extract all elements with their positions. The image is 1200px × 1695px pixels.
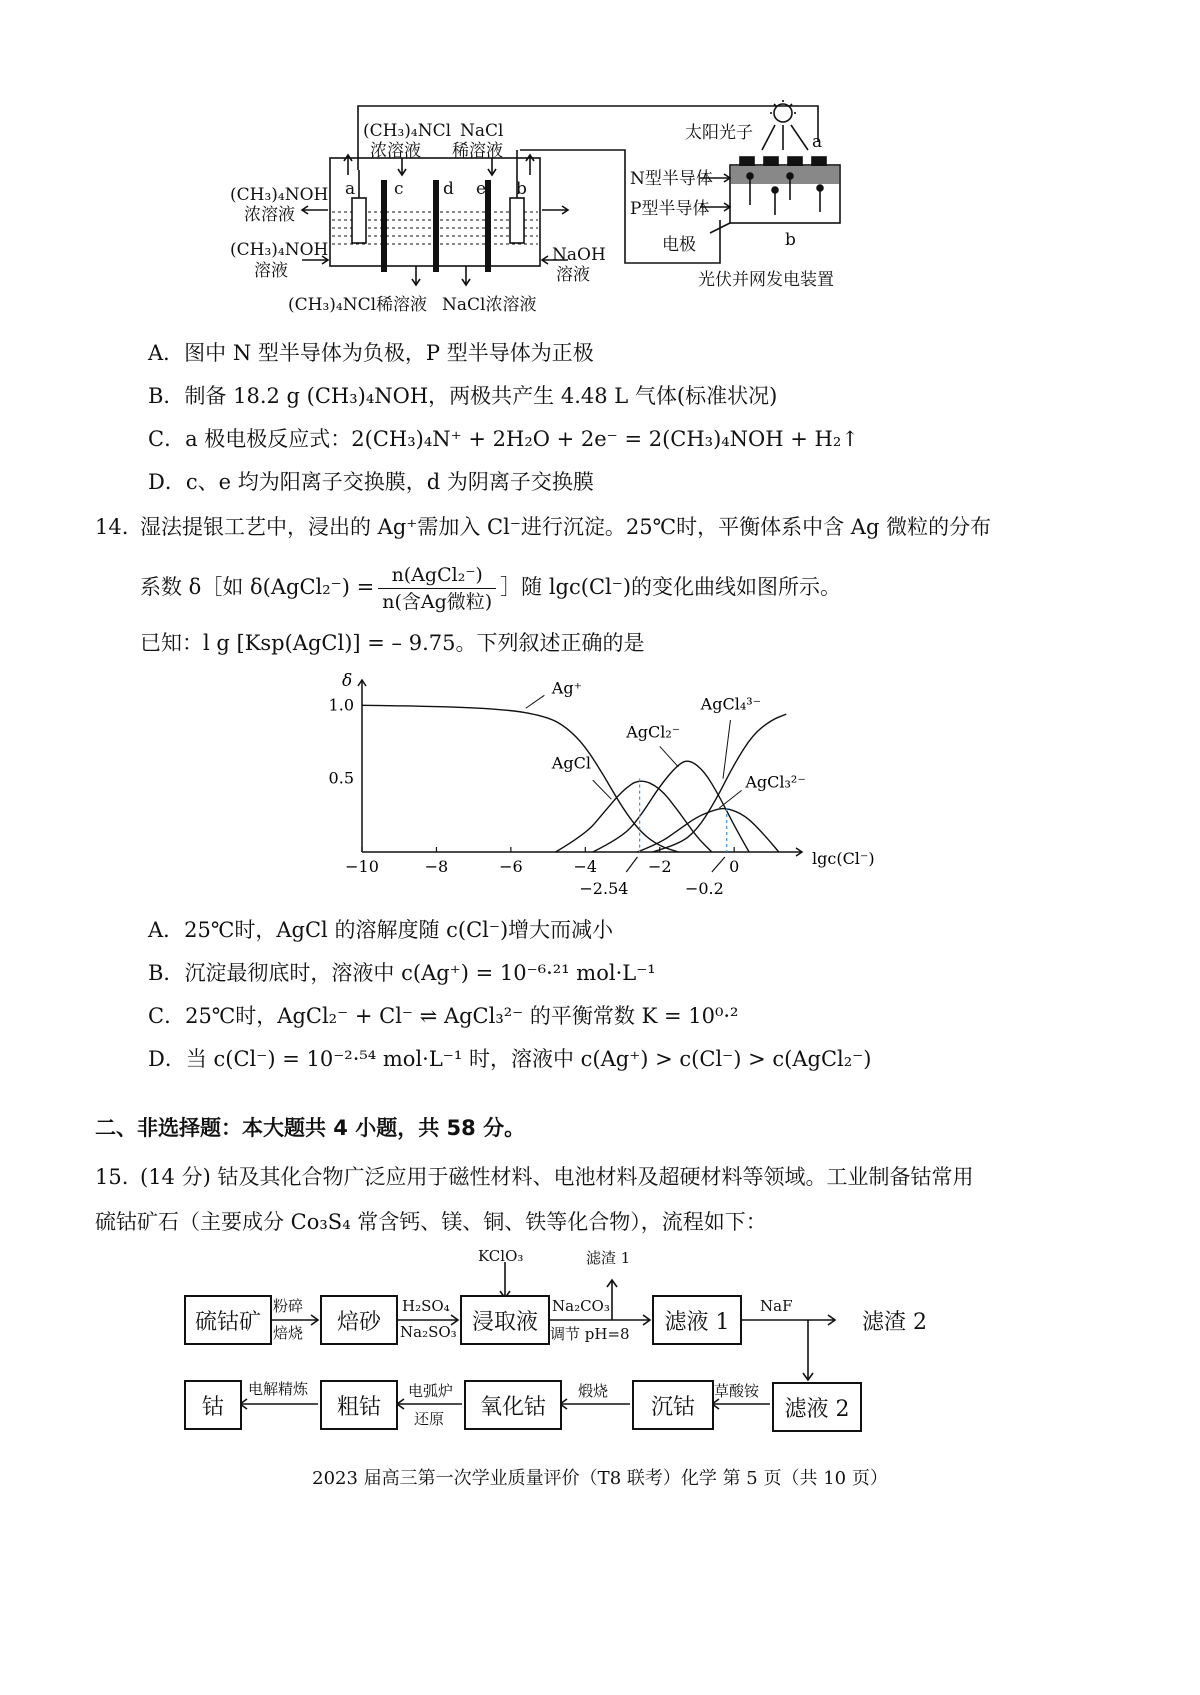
q13-option-a: A．图中 N 型半导体为负极，P 型半导体为正极 [148, 341, 594, 365]
flow-box-filtrate2: 滤液 2 [772, 1382, 862, 1432]
flow-label-electro: 电解精炼 [248, 1380, 309, 1398]
series-line-2 [593, 761, 749, 852]
flow-label-calcine: 煅烧 [578, 1382, 609, 1400]
q14-stem-line2: 系数 δ［如 δ(AgCl₂⁻) = $\frac{\text{n(AgCl₂⁻)}}{\text{n(含Ag微粒)}}$ ］随 lgc(Cl⁻)的变化曲线如图所示。 [140, 564, 842, 613]
label-c: c [394, 179, 404, 199]
label-naoh: NaOH [552, 245, 606, 265]
label-bottom-left: (CH₃)₄NCl稀溶液 [288, 295, 428, 315]
label-nacl-dilute-2: 稀溶液 [452, 141, 503, 161]
annotation-label: −2.54 [579, 879, 629, 898]
flow-box-cobalt-oxide: 氧化钴 [464, 1380, 562, 1430]
label-tma-oh-conc-2: 浓溶液 [244, 205, 295, 225]
q14-option-d: D．当 c(Cl⁻) = 10⁻²·⁵⁴ mol·L⁻¹ 时，溶液中 c(Ag⁺) > c(Cl⁻) > c(AgCl₂⁻) [148, 1047, 872, 1071]
label-p-type: P型半导体 [630, 199, 710, 219]
annotation-label: −0.2 [684, 879, 724, 898]
flow-box-cobalt: 钴 [184, 1380, 242, 1430]
flow-label-oxalate: 草酸铵 [714, 1382, 760, 1400]
q14-stem-line1: 湿法提银工艺中，浸出的 Ag⁺需加入 Cl⁻进行沉淀。25℃时，平衡体系中含 Ag 微粒的分布 [140, 515, 992, 539]
label-nacl-dilute: NaCl [460, 121, 504, 141]
q13-option-b: B．制备 18.2 g (CH₃)₄NOH，两极共产生 4.48 L 气体(标准状况) [148, 384, 778, 408]
annotation-arrow-1 [626, 857, 637, 872]
series-label-leader [526, 695, 545, 708]
x-tick-label: 0 [729, 857, 740, 876]
q14-known: 已知：l g [Ksp(AgCl)] = – 9.75。下列叙述正确的是 [140, 631, 645, 655]
series-line-1 [556, 781, 712, 852]
label-electrode: 电极 [662, 235, 696, 255]
flow-label-crush: 粉碎 [273, 1297, 304, 1315]
q15-line2: 硫钴矿石（主要成分 Co₃S₄ 常含钙、镁、铜、铁等化合物），流程如下： [95, 1210, 767, 1234]
delta-fraction: $\frac{\text{n(AgCl₂⁻)}}{\text{n(含Ag微粒)}}$ [378, 562, 496, 615]
q13-option-d: D．c、e 均为阳离子交换膜，d 为阴离子交换膜 [148, 470, 594, 494]
flow-label-roast: 焙烧 [273, 1324, 304, 1342]
flow-label-residue1: 滤渣 1 [586, 1249, 631, 1267]
flow-residue2: 滤渣 2 [862, 1310, 927, 1335]
y-axis-label: δ [342, 671, 353, 691]
flow-box-ore: 硫钴矿 [184, 1295, 272, 1345]
section-heading: 二、非选择题：本大题共 4 小题，共 58 分。 [95, 1116, 526, 1140]
x-tick-label: −10 [345, 857, 379, 876]
q14-option-b: B．沉淀最彻底时，溶液中 c(Ag⁺) = 10⁻⁶·²¹ mol·L⁻¹ [148, 961, 656, 985]
q15-number: 15. [95, 1165, 129, 1189]
q14-number: 14. [95, 515, 129, 539]
series-label-leader [719, 790, 741, 808]
label-a: a [345, 179, 356, 199]
page-footer: 2023 届高三第一次学业质量评价（T8 联考）化学 第 5 页（共 10 页） [312, 1468, 888, 1489]
label-naoh-2: 溶液 [556, 265, 590, 285]
series-label-leader [723, 720, 730, 779]
flow-label-na2co3: Na₂CO₃ [552, 1297, 610, 1315]
pv-caption: 光伏并网发电装置 [698, 270, 834, 290]
x-tick-label: −6 [499, 857, 523, 876]
electrolysis-diagram [230, 100, 930, 340]
series-label: Ag⁺ [551, 678, 583, 698]
annotation-arrow-2 [712, 857, 725, 872]
y-tick-label: 0.5 [328, 768, 354, 788]
label-b: b [516, 179, 527, 199]
series-line-3 [637, 809, 778, 852]
label-bottom-right: NaCl浓溶液 [442, 295, 537, 315]
label-d: d [443, 179, 454, 199]
flow-label-naf: NaF [760, 1297, 793, 1315]
label-n-type: N型半导体 [630, 169, 713, 189]
series-label: AgCl₃²⁻ [745, 772, 806, 792]
x-tick-label: −8 [424, 857, 449, 876]
label-tma-cl-conc: (CH₃)₄NCl [363, 121, 452, 141]
label-tma-oh-sol: (CH₃)₄NOH [230, 240, 329, 260]
flow-box-leachate: 浸取液 [460, 1295, 550, 1345]
flow-box-crude-cobalt: 粗钴 [320, 1380, 398, 1430]
label-pv-b: b [785, 230, 796, 250]
label-tma-oh-conc: (CH₃)₄NOH [230, 185, 329, 205]
label-pv-a: a [812, 132, 823, 152]
flow-label-reduce: 还原 [414, 1410, 445, 1428]
flow-box-calcine: 焙砂 [320, 1295, 398, 1345]
q14-option-a: A．25℃时，AgCl 的溶解度随 c(Cl⁻)增大而减小 [148, 918, 614, 942]
x-tick-label: −4 [573, 857, 598, 876]
label-solar: 太阳光子 [685, 123, 753, 143]
label-tma-oh-sol-2: 溶液 [254, 261, 288, 281]
flow-label-h2so4: H₂SO₄ [402, 1297, 450, 1315]
flow-box-filtrate1: 滤液 1 [652, 1295, 742, 1345]
distribution-chart [320, 668, 875, 900]
label-e: e [476, 179, 487, 199]
x-axis-label: lgc(Cl⁻) [812, 849, 875, 868]
flow-box-precip: 沉钴 [632, 1380, 714, 1430]
y-tick-label: 1.0 [328, 695, 354, 715]
flow-label-arc: 电弧炉 [408, 1382, 454, 1400]
series-label: AgCl₄³⁻ [700, 694, 762, 714]
label-tma-cl-conc-2: 浓溶液 [370, 141, 421, 161]
flow-label-na2so3: Na₂SO₃ [400, 1323, 457, 1341]
q13-option-c: C．a 极电极反应式：2(CH₃)₄N⁺ + 2H₂O + 2e⁻ = 2(CH₃)₄NOH + H₂↑ [148, 427, 859, 451]
q15-line1: (14 分) 钴及其化合物广泛应用于磁性材料、电池材料及超硬材料等领域。工业制备钴常用 [140, 1165, 974, 1189]
series-label-leader [660, 746, 679, 767]
series-label: AgCl [551, 753, 591, 773]
flow-label-kclo3: KClO₃ [478, 1247, 524, 1265]
series-label: AgCl₂⁻ [626, 722, 681, 742]
x-tick-label: −2 [647, 857, 672, 876]
flow-label-ph: 调节 pH=8 [550, 1325, 630, 1343]
q14-option-c: C．25℃时，AgCl₂⁻ + Cl⁻ ⇌ AgCl₃²⁻ 的平衡常数 K = 10⁰·² [148, 1004, 739, 1028]
